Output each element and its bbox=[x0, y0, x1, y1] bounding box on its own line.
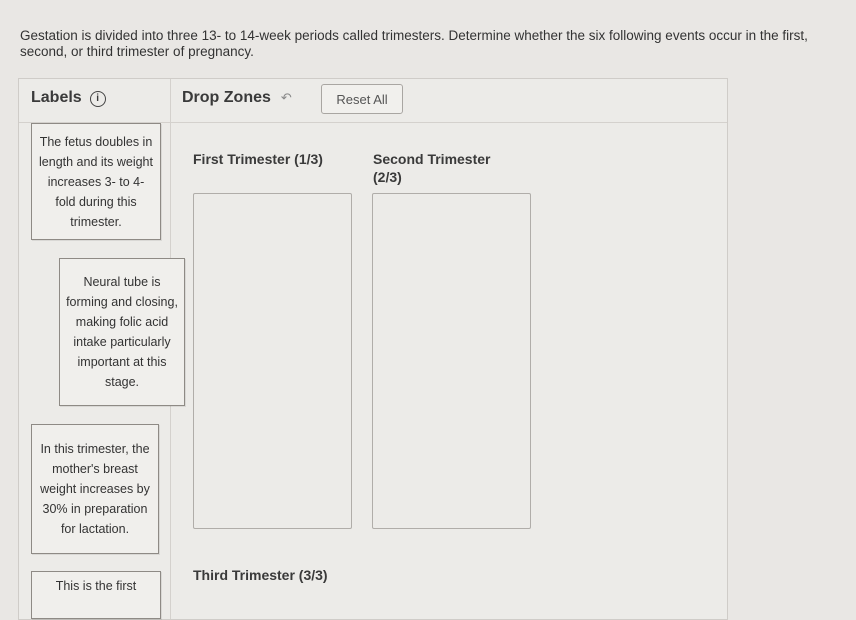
label-card-breast-weight[interactable] bbox=[31, 424, 159, 554]
drop-zone-second-trimester[interactable] bbox=[372, 193, 531, 529]
label-card-text: Neural tube is forming and closing, making folic acid intake particularly important at this stage. bbox=[66, 275, 178, 389]
label-card-neural-tube[interactable] bbox=[59, 258, 185, 406]
zone-title-second-trimester: Second Trimester (2/3) bbox=[373, 151, 491, 185]
label-card-first[interactable] bbox=[31, 571, 161, 619]
instructions-text: Gestation is divided into three 13- to 14-week periods called trimesters. Determine whether the six following events occur in the first, second, or third trimester of pregnancy. bbox=[20, 28, 808, 59]
labels-heading bbox=[31, 89, 106, 107]
label-card-text: In this trimester, the mother's breast weight increases by 30% in preparation for lactation. bbox=[40, 442, 150, 536]
drop-zone-first-trimester[interactable] bbox=[193, 193, 352, 529]
zone-title-first-trimester: First Trimester (1/3) bbox=[193, 151, 323, 167]
drop-zones-title: Drop Zones bbox=[182, 89, 271, 106]
drag-drop-panel bbox=[18, 78, 728, 620]
label-card-fetus-doubles[interactable] bbox=[31, 123, 161, 240]
drop-zones-heading bbox=[182, 89, 292, 107]
reset-all-button[interactable]: Reset All bbox=[321, 84, 403, 114]
label-card-text: This is the first bbox=[55, 579, 137, 593]
labels-title: Labels bbox=[31, 89, 82, 106]
info-icon[interactable]: i bbox=[90, 91, 106, 107]
zone-title-third-trimester: Third Trimester (3/3) bbox=[193, 567, 328, 583]
label-card-text: The fetus doubles in length and its weight increases 3- to 4-fold during this trimester. bbox=[39, 134, 153, 229]
panel-header bbox=[19, 79, 727, 123]
undo-icon[interactable]: ↶ bbox=[280, 90, 292, 105]
